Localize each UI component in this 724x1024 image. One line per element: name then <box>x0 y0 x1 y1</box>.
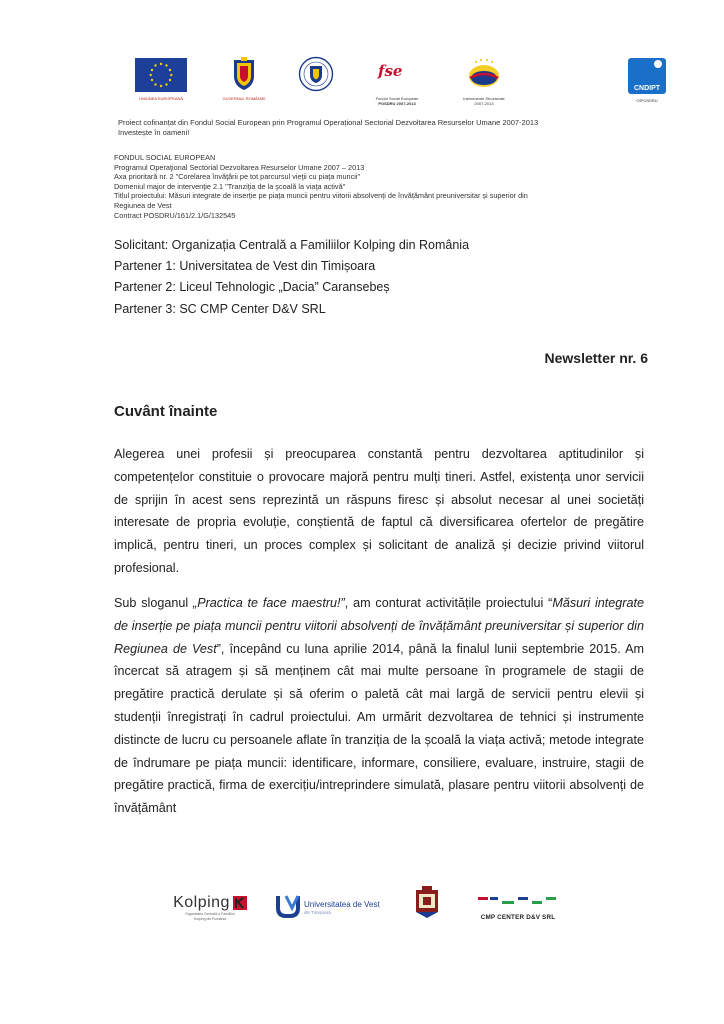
kolping-logo: Kolping Organizația Centrală a Familiilor Kolping din România <box>168 894 252 921</box>
project-info-line: Programul Operaţional Sectorial Dezvoltarea Resurselor Umane 2007 – 2013 <box>114 162 365 172</box>
header-logos <box>0 0 724 110</box>
liceul-dacia-crest-icon <box>414 886 440 920</box>
paragraph-intro: Alegerea unei profesii și preocuparea constantă pentru dezvoltarea aptitudinilor și competențelor constituie o provocare majoră pentru mulți tineri. Astfel, existența unor servicii de sprijin în acest sens reprezintă un răspuns firesc și absolut necesar al unei societăți interesate de propria evoluție, conștientă de faptul că diversificarea ofertelor de pregătire implică, pentru tineri, un proces complex și solicitant de analiză și decizie privind viitorul profesional. <box>114 447 644 575</box>
partner-line: Partener 1: Universitatea de Vest din Timișoara <box>114 259 376 274</box>
applicant-line: Solicitant: Organizația Centrală a Familiilor Kolping din România <box>114 238 470 252</box>
uvt-logo <box>276 892 392 922</box>
footer-logos <box>0 880 724 930</box>
kolping-name: Kolping <box>173 894 230 911</box>
structural-instruments-icon <box>464 56 504 92</box>
slogan: „Practica te face maestru!” <box>193 596 345 610</box>
ministry-seal-icon <box>298 56 334 92</box>
cndipt-label: CNDIPT <box>633 85 661 92</box>
paragraph-activities: Sub sloganul „Practica te face maestru!”, am conturat activitățile proiectului “Măsuri integrate de inserție pe piața muncii pentru viitorii absolvenți de învățământ preuniversitar și superior din Regiunea de Vest”, începând cu luna aprilie 2014, până la finalul lunii septembrie 2015. Am încercat să atragem și să menținem cât mai multe persoane în programele de stagii de pregătire practică derulate și să oferim o paletă cât mai largă de servicii pentru elevii și studenții înregistrați în cadrul proiectului. Am urmărit dezvoltarea de tehnici și instrumente distincte de lucru cu persoanele aflate în tranziția de la școală la viața activă; metode integrate de îndrumare pe piața muncii: identificare, informare, consiliere, evaluare, instruire, stagii de pregătire practică, firma de exercițiu/intreprindere simulată, plasare pentru viitorii absolvenți de învățământ <box>114 596 645 816</box>
cmp-name: CMP CENTER D&V SRL <box>480 914 556 921</box>
structural-instruments-caption: Instrumente Structurale 2007-2013 <box>463 96 505 106</box>
project-info-line: Domeniul major de intervenţie 2.1 "Tranziţia de la şcoală la viaţa activă" <box>114 181 346 191</box>
project-info-line: Regiunea de Vest <box>114 200 172 210</box>
cofinance-line-2: Investește în oameni! <box>118 128 190 137</box>
romania-coat-of-arms-icon <box>230 56 258 92</box>
fse-logo-text: fse <box>378 62 403 80</box>
section-heading: Cuvânt înainte <box>114 403 218 420</box>
gov-caption: GUVERNUL ROMÂNIEI <box>222 96 266 101</box>
partner-line: Partener 3: SC CMP Center D&V SRL <box>114 301 326 316</box>
project-info-line: FONDUL SOCIAL EUROPEAN <box>114 153 216 162</box>
project-title: Măsuri integrate de inserție pe piața muncii pentru viitorii absolvenți de învățământ preuniversitar și superior din Regiunea de Vest <box>114 596 645 656</box>
fse-logo <box>378 62 418 86</box>
project-info-line: Contract POSDRU/161/2.1/G/132545 <box>114 210 236 220</box>
cndipt-logo <box>628 58 666 94</box>
partner-line: Partener 2: Liceul Tehnologic „Dacia” Caransebeș <box>114 280 390 295</box>
uvt-name: Universitatea de Vest <box>304 900 380 909</box>
kolping-k-icon <box>233 896 247 910</box>
eu-caption: UNIUNEA EUROPEANĂ <box>138 96 183 101</box>
newsletter-title: Newsletter nr. 6 <box>544 350 648 366</box>
uvt-sub: din Timișoara <box>304 910 331 915</box>
partners-list <box>114 235 469 320</box>
oiposdru-caption: OIPOSDRU <box>636 98 658 103</box>
cofinance-line-1: Proiect cofinanțat din Fondul Social European prin Programul Operațional Sectorial Dezvoltarea Resurselor Umane 2007-2013 <box>118 118 539 127</box>
project-info <box>114 153 684 220</box>
cofinance-note <box>118 118 678 138</box>
eu-flag-icon <box>135 58 187 92</box>
cmp-logo <box>474 894 562 921</box>
uvt-emblem-icon <box>276 894 302 918</box>
project-info-line: Axa prioritară nr. 2 "Corelarea învăţării pe tot parcursul vieţii cu piaţa muncii" <box>114 172 361 182</box>
project-info-line: Titlul proiectului: Măsuri integrate de inserție pe piața muncii pentru viitorii absolvenți de învățământ preuniversitar și superior din <box>114 191 528 201</box>
fse-caption: Fondul Social European POSDRU 2007-2013 <box>375 96 419 106</box>
cmp-bars-icon <box>474 895 562 907</box>
